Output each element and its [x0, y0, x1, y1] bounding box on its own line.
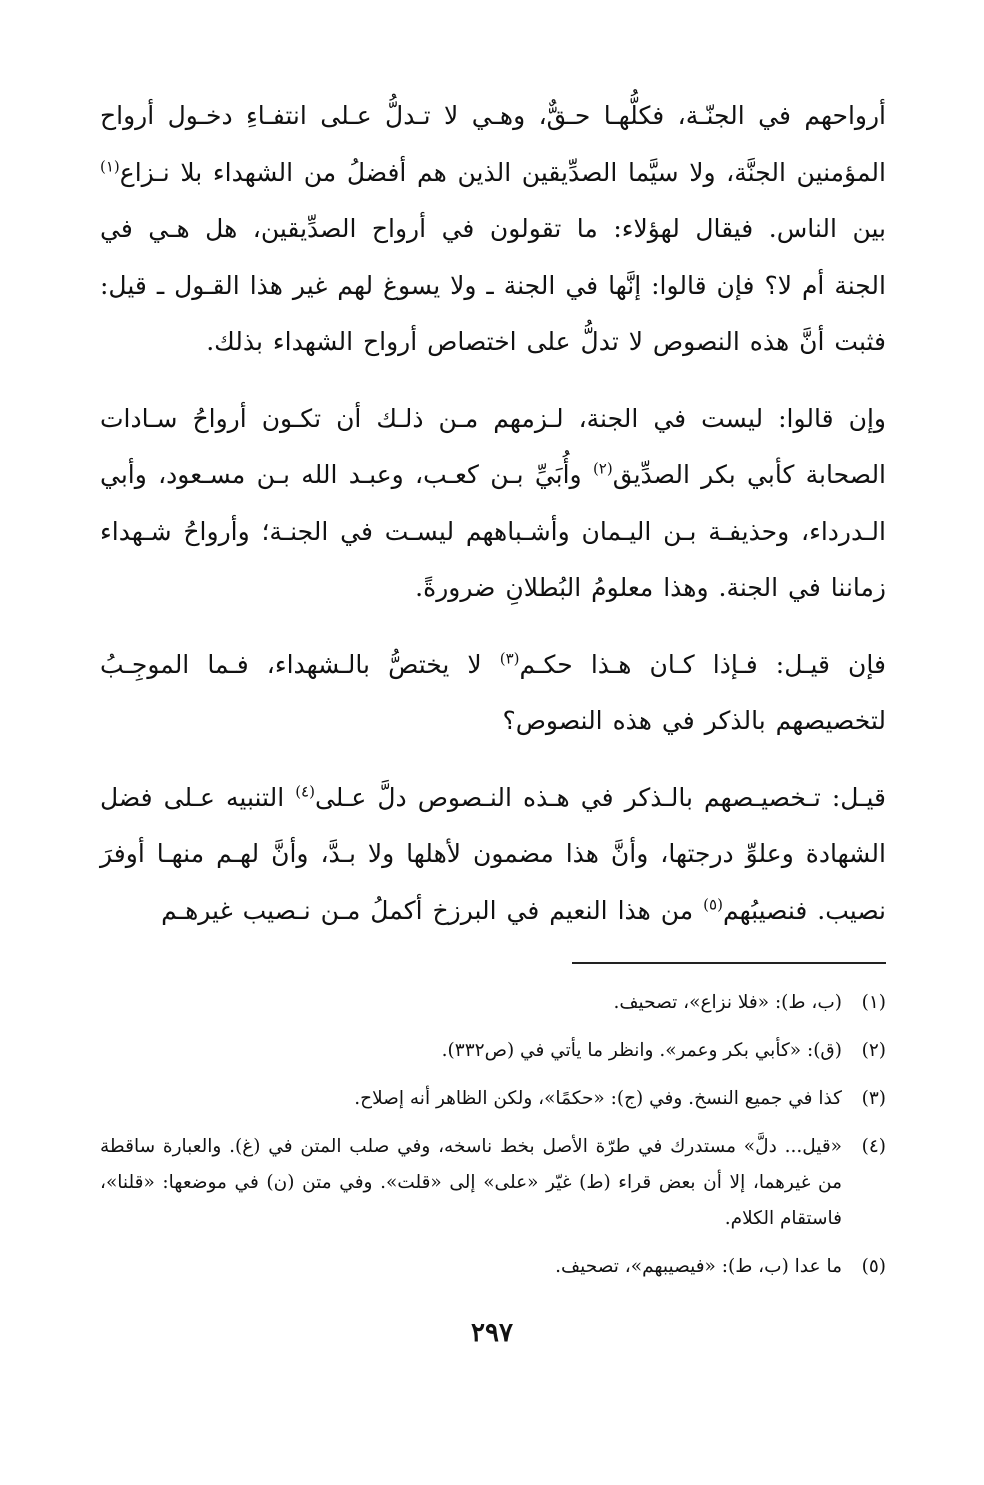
- footnote-number: (٣): [861, 1088, 886, 1109]
- footnote-text: (ق): «كأبي بكر وعمر». وانظر ما يأتي في (ص٣٣٢).: [441, 1040, 842, 1061]
- footnote-3: [100, 1081, 886, 1117]
- footnote-marker-4[interactable]: (٤): [295, 782, 315, 801]
- paragraph-text: وإن قالوا: ليست في الجنة، لـزمهم مـن ذلـك أن تكـون أرواحُ سـادات الصحابة كأبي بكر الصدِّيق: [100, 403, 887, 489]
- footnote-number: (٥): [861, 1256, 886, 1277]
- footnote-text: ما عدا (ب، ط): «فيصيبهم»، تصحيف.: [555, 1256, 842, 1277]
- paragraph-text: التنبيه عـلى فضل الشهادة وعلوِّ درجتها، وأنَّ هذا مضمون لأهلها ولا بـدَّ، وأنَّ لهـم منهـا أوفرَ نصيب. فنصيبُهم: [100, 782, 886, 925]
- footnote-marker-2[interactable]: (٢): [592, 459, 613, 478]
- footnote-text: «قيل... دلَّ» مستدرك في طرّة الأصل بخط ناسخه، وفي صلب المتن في (غ). والعبارة ساقطة من غيرهما، إلا أن بعض قراء (ط) غيّر «على» إلى «قلت». وفي متن (ن) في موضعها: «قلنا»، فاستقام الكلام.: [100, 1136, 842, 1229]
- paragraph-text: لا يختصُّ بالـشهداء، فـما الموجِـبُ لتخصيصهم بالذكر في هذه النصوص؟: [100, 649, 886, 735]
- footnote-2: [100, 1033, 886, 1069]
- paragraph-1: [100, 88, 886, 371]
- paragraph-3: [100, 637, 886, 750]
- footnotes-section: [100, 985, 886, 1297]
- paragraph-2: [100, 391, 886, 617]
- paragraph-text: قيـل: تـخصيـصهم بالـذكر في هـذه النـصوص دلَّ عـلى: [314, 782, 886, 812]
- footnote-number: (٤): [861, 1136, 886, 1157]
- footnote-marker-1[interactable]: (١): [100, 157, 120, 176]
- paragraph-text: من هذا النعيم في البرزخ أكملُ مـن نـصيب غيرهـم: [161, 895, 704, 925]
- paragraph-text: أرواحهم في الجنّـة، فكلُّهـا حـقٌّ، وهـي لا تـدلُّ عـلى انتفـاءِ دخـول أرواح المؤمنين الجنَّة، ولا سيَّما الصدِّيقين الذين هم أفضلُ من الشهداء بلا نـزاع: [100, 101, 886, 187]
- footnote-text: (ب، ط): «فلا نزاع»، تصحيف.: [613, 992, 842, 1013]
- page-number: ٢٩٧: [471, 1318, 513, 1348]
- footnote-divider: [572, 962, 886, 964]
- footnote-text: كذا في جميع النسخ. وفي (ج): «حكمًا»، ولكن الظاهر أنه إصلاح.: [354, 1088, 842, 1109]
- footnote-number: (١): [861, 992, 886, 1013]
- paragraph-text: وأُبَيِّ بـن كعـب، وعبـد الله بـن مسـعود، وأبي الـدرداء، وحذيفـة بـن اليـمان وأشـباههم ليسـت في الجنـة؛ وأرواحُ شـهداء زماننا في الجنة. وهذا معلومُ البُطلانِ ضرورةً.: [100, 460, 886, 602]
- paragraph-4: [100, 770, 886, 940]
- paragraph-text: فإن قيـل: فـإذا كـان هـذا حكـم: [519, 649, 886, 679]
- footnote-marker-5[interactable]: (٥): [703, 895, 723, 914]
- footnote-marker-3[interactable]: (٣): [499, 649, 520, 668]
- footnote-number: (٢): [861, 1040, 886, 1061]
- footnote-4: [100, 1129, 886, 1237]
- paragraph-text: بين الناس. فيقال لهؤلاء: ما تقولون في أرواح الصدِّيقين، هل هـي في الجنة أم لا؟ فإن قالوا: إنَّها في الجنة ـ ولا يسوغ لهم غير هذا القـول ـ قيل: فثبت أنَّ هذه النصوص لا تدلُّ على اختصاص أرواح الشهداء بذلك.: [100, 214, 886, 356]
- footnote-1: [100, 985, 886, 1021]
- main-text: [100, 88, 886, 959]
- footnote-5: [100, 1249, 886, 1285]
